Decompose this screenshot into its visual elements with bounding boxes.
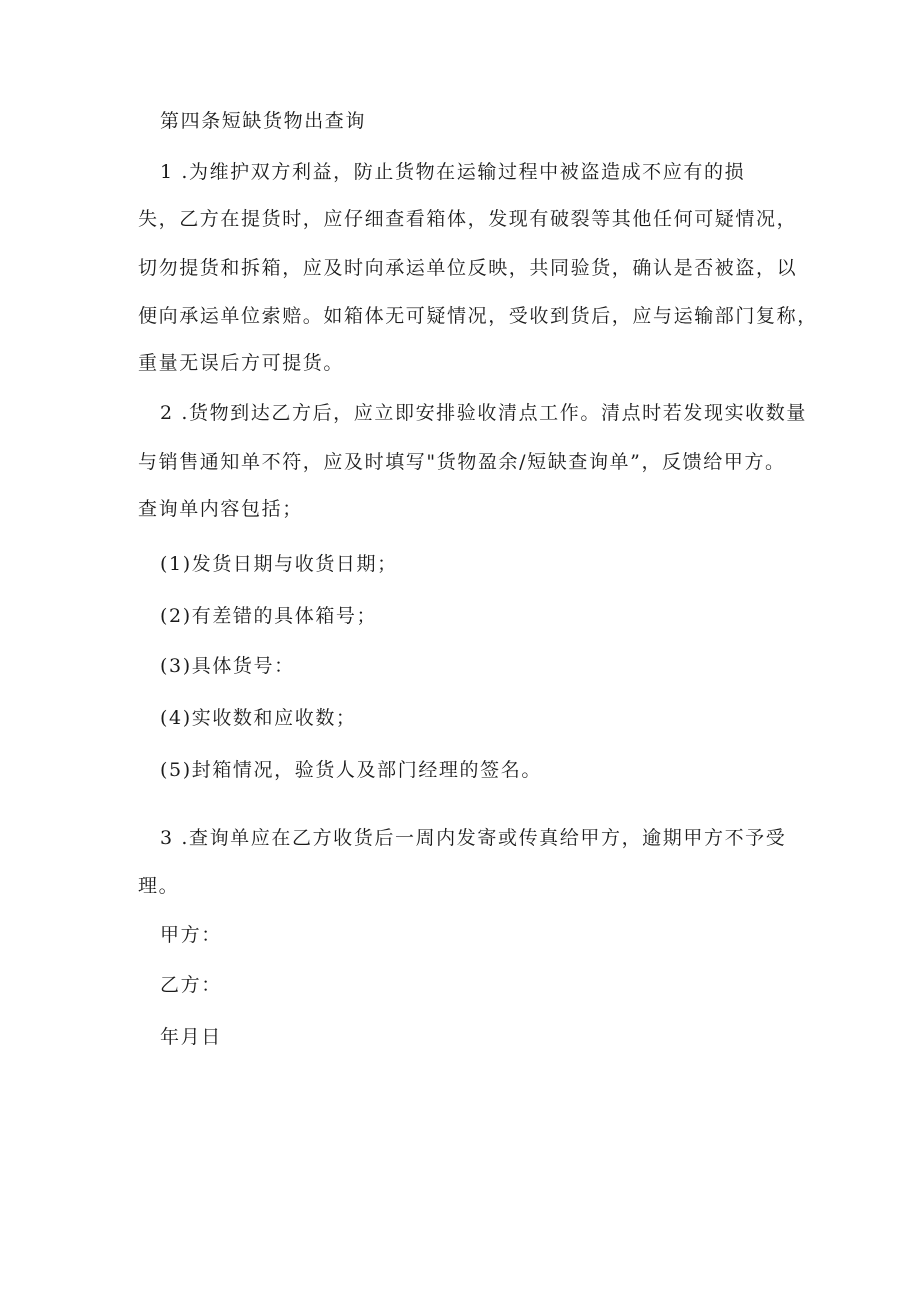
- article-heading: 第四条短缺货物出查询: [160, 110, 367, 132]
- date-line: 年月日: [160, 1026, 222, 1048]
- paragraph-1-line-1: 1 .为维护双方利益，防止货物在运输过程中被盗造成不应有的损: [160, 161, 746, 183]
- list-item: (3)具体货号：: [160, 655, 295, 677]
- paragraph-2-line-2: 与销售通知单不符，应及时填写"货物盈余/短缺查询单”，反馈给甲方。: [138, 451, 786, 473]
- list-item: (1)发货日期与收货日期；: [160, 553, 398, 575]
- list-item: (2)有差错的具体箱号；: [160, 605, 378, 627]
- party-b-label: 乙方：: [160, 974, 222, 996]
- paragraph-3-line-1: 3 .查询单应在乙方收货后一周内发寄或传真给甲方，逾期甲方不予受: [160, 827, 787, 849]
- paragraph-1-line-2: 失，乙方在提货时，应仔细查看箱体，发现有破裂等其他任何可疑情况，: [138, 208, 798, 230]
- list-item: (4)实收数和应收数；: [160, 707, 357, 729]
- paragraph-2-line-1: 2 .货物到达乙方后，应立即安排验收清点工作。清点时若发现实收数量: [160, 402, 807, 424]
- paragraph-3-line-2: 理。: [138, 875, 180, 897]
- list-item: (5)封箱情况，验货人及部门经理的签名。: [160, 759, 542, 781]
- paragraph-2-line-3: 查询单内容包括；: [138, 498, 303, 520]
- paragraph-1-line-3: 切勿提货和拆箱，应及时向承运单位反映，共同验货，确认是否被盗，以: [138, 257, 798, 279]
- paragraph-1-line-5: 重量无误后方可提货。: [138, 352, 345, 374]
- party-a-label: 甲方：: [160, 924, 222, 946]
- paragraph-1-line-4: 便向承运单位索赔。如箱体无可疑情况，受收到货后，应与运输部门复称，: [138, 305, 818, 327]
